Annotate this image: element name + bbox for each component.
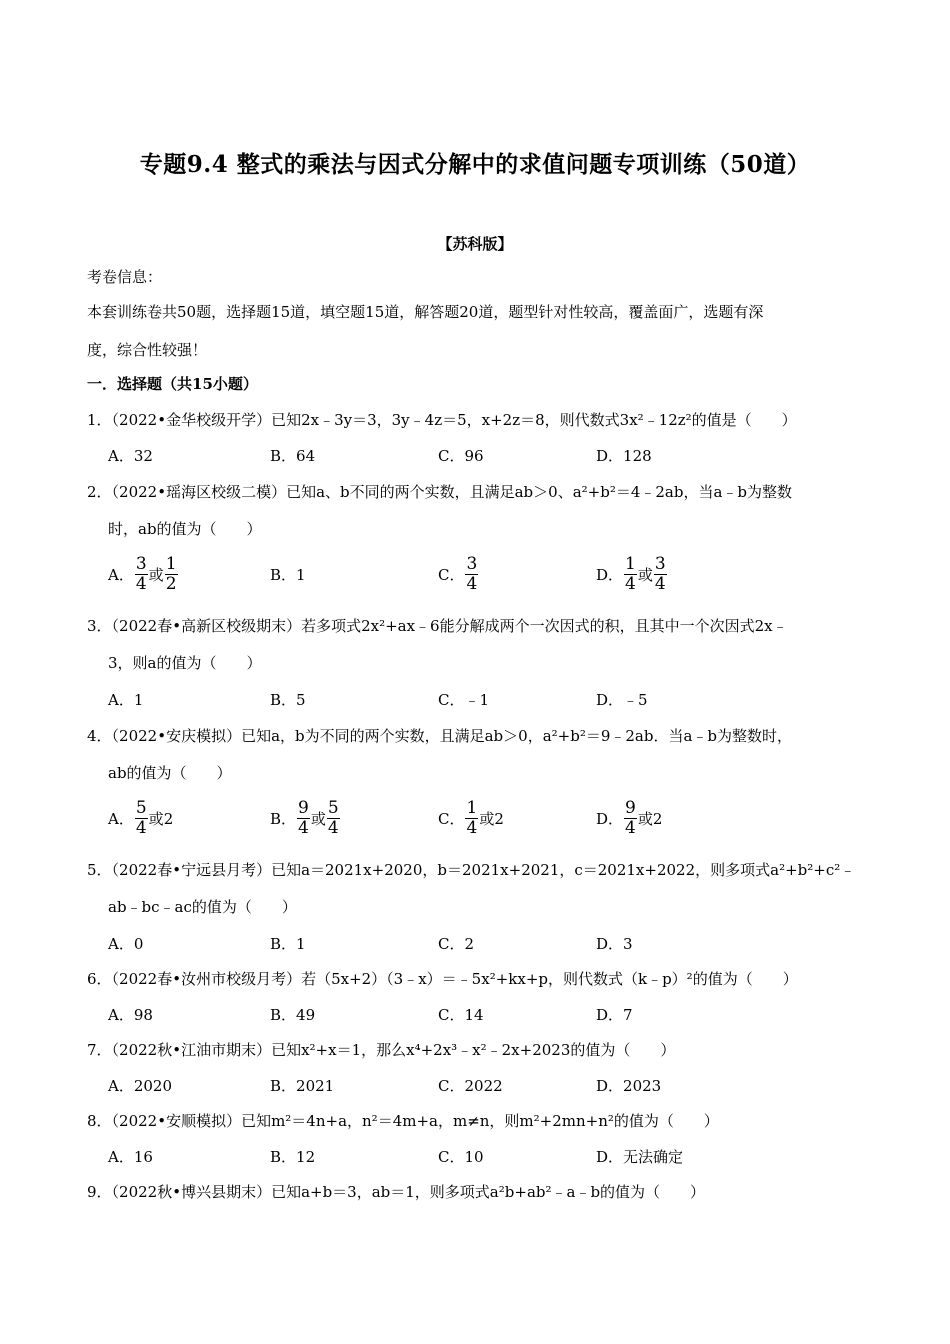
q4-option-a — [108, 799, 173, 838]
q5-option-b: B．1 — [270, 935, 306, 953]
q3-option-a: A．1 — [108, 691, 144, 709]
fraction — [165, 555, 178, 594]
q5-option-d: D．3 — [596, 935, 633, 953]
fraction — [135, 555, 148, 594]
q2-option-c — [438, 555, 479, 594]
option-letter: C． — [438, 810, 465, 828]
fraction — [135, 799, 148, 838]
q6-option-c: C．14 — [438, 1006, 484, 1024]
question-9-stem: 9．（2022秋•博兴县期末）已知a+b＝3，ab＝1，则多项式a²b+ab²﹣a﹣b的值为（ ） — [87, 1183, 706, 1201]
fraction — [465, 555, 478, 594]
question-3-stem-line-2: 3，则a的值为（ ） — [108, 654, 262, 672]
q3-option-d: D．﹣5 — [596, 691, 648, 709]
option-tail: 2 — [163, 809, 174, 828]
option-letter: D． — [596, 810, 624, 828]
fraction — [327, 799, 340, 838]
edition-label: 【苏科版】 — [437, 235, 513, 253]
q3-option-b: B．5 — [270, 691, 306, 709]
q7-option-c: C．2022 — [438, 1077, 503, 1095]
numerator: 9 — [625, 798, 636, 818]
q8-option-a: A．16 — [108, 1148, 153, 1166]
denominator: 4 — [135, 574, 147, 594]
question-4-stem-line-2: ab的值为（ ） — [108, 764, 232, 782]
q4-option-b — [270, 799, 341, 838]
fraction — [624, 555, 637, 594]
numerator: 5 — [135, 798, 147, 818]
connector-or: 或 — [637, 566, 653, 584]
question-5-stem-line-1: 5．（2022春•宁远县月考）已知a＝2021x+2020，b＝2021x+2021，c＝2021x+2022，则多项式a²+b²+c²﹣ — [87, 861, 856, 879]
option-letter: A． — [108, 566, 134, 584]
question-3-stem-line-1: 3．（2022春•高新区校级期末）若多项式2x²+ax﹣6能分解成两个一次因式的积，且其中一个次因式2x﹣ — [87, 617, 788, 635]
fraction — [297, 799, 310, 838]
denominator: 4 — [466, 818, 478, 838]
question-2-stem-line-1: 2．（2022•瑶海区校级二模）已知a、b不同的两个实数，且满足ab＞0、a²+b²＝4﹣2ab，当a﹣b为整数 — [87, 483, 793, 501]
question-6-stem: 6．（2022春•汝州市校级月考）若（5x+2）（3﹣x）＝﹣5x²+kx+p，则代数式（k﹣p）²的值为（ ） — [87, 970, 798, 988]
option-tail: 2 — [652, 809, 663, 828]
fraction — [624, 799, 637, 838]
numerator: 9 — [298, 798, 309, 818]
q5-option-a: A．0 — [108, 935, 144, 953]
q7-option-a: A．2020 — [108, 1077, 173, 1095]
q6-option-d: D．7 — [596, 1006, 633, 1024]
question-5-stem-line-2: ab﹣bc﹣ac的值为（ ） — [108, 898, 297, 916]
info-label: 考卷信息： — [87, 268, 163, 286]
info-line-1: 本套训练卷共50题，选择题15道，填空题15道，解答题20道，题型针对性较高，覆盖面广，选题有深 — [87, 303, 764, 321]
numerator: 1 — [625, 554, 636, 574]
q1-option-a: A．32 — [108, 447, 153, 465]
denominator: 4 — [625, 574, 636, 594]
q8-option-b: B．12 — [270, 1148, 316, 1166]
denominator: 4 — [654, 574, 666, 594]
question-7-stem: 7．（2022秋•江油市期末）已知x²+x＝1，那么x⁴+2x³﹣x²﹣2x+2023的值为（ ） — [87, 1041, 676, 1059]
connector-or: 或 — [637, 810, 653, 828]
q2-option-a — [108, 555, 179, 594]
info-line-2: 度，综合性较强！ — [87, 341, 208, 359]
denominator: 4 — [327, 818, 339, 838]
numerator: 5 — [327, 798, 339, 818]
numerator: 3 — [135, 554, 147, 574]
q8-option-d: D．无法确定 — [596, 1148, 684, 1166]
question-2-stem-line-2: 时，ab的值为（ ） — [108, 520, 262, 538]
q2-option-b: B．1 — [270, 566, 306, 584]
option-tail: 2 — [494, 809, 504, 828]
q7-option-d: D．2023 — [596, 1077, 662, 1095]
denominator: 4 — [298, 818, 309, 838]
q6-option-a: A．98 — [108, 1006, 153, 1024]
connector-or: 或 — [310, 810, 326, 828]
denominator: 4 — [466, 574, 478, 594]
fraction — [654, 555, 667, 594]
numerator: 3 — [654, 554, 666, 574]
fraction — [465, 799, 478, 838]
numerator: 1 — [165, 554, 177, 574]
q6-option-b: B．49 — [270, 1006, 316, 1024]
connector-or: 或 — [148, 810, 164, 828]
q7-option-b: B．2021 — [270, 1077, 335, 1095]
numerator: 3 — [466, 554, 478, 574]
option-letter: D． — [596, 566, 624, 584]
numerator: 1 — [466, 798, 478, 818]
q4-option-d — [596, 799, 662, 838]
page-title: 专题9.4 整式的乘法与因式分解中的求值问题专项训练（50道） — [139, 151, 811, 178]
question-8-stem: 8．（2022•安顺模拟）已知m²＝4n+a，n²＝4m+a，m≠n，则m²+2mn+n²的值为（ ） — [87, 1112, 719, 1130]
q4-option-c — [438, 799, 504, 838]
option-letter: C． — [438, 566, 465, 584]
q1-option-b: B．64 — [270, 447, 316, 465]
denominator: 2 — [165, 574, 177, 594]
q1-option-d: D．128 — [596, 447, 652, 465]
section-heading: 一．选择题（共15小题） — [87, 375, 258, 393]
connector-or: 或 — [479, 810, 495, 828]
q2-option-d — [596, 555, 668, 594]
question-1-stem: 1．（2022•金华校级开学）已知2x﹣3y＝3，3y﹣4z＝5，x+2z＝8，则代数式3x²﹣12z²的值是（ ） — [87, 411, 797, 429]
q8-option-c: C．10 — [438, 1148, 484, 1166]
option-letter: A． — [108, 810, 134, 828]
connector-or: 或 — [148, 566, 164, 584]
question-4-stem-line-1: 4．（2022•安庆模拟）已知a，b为不同的两个实数，且满足ab＞0，a²+b²＝9﹣2ab．当a﹣b为整数时， — [87, 727, 793, 745]
q3-option-c: C．﹣1 — [438, 691, 490, 709]
option-letter: B． — [270, 810, 297, 828]
denominator: 4 — [135, 818, 147, 838]
denominator: 4 — [625, 818, 636, 838]
q1-option-c: C．96 — [438, 447, 484, 465]
q5-option-c: C．2 — [438, 935, 475, 953]
